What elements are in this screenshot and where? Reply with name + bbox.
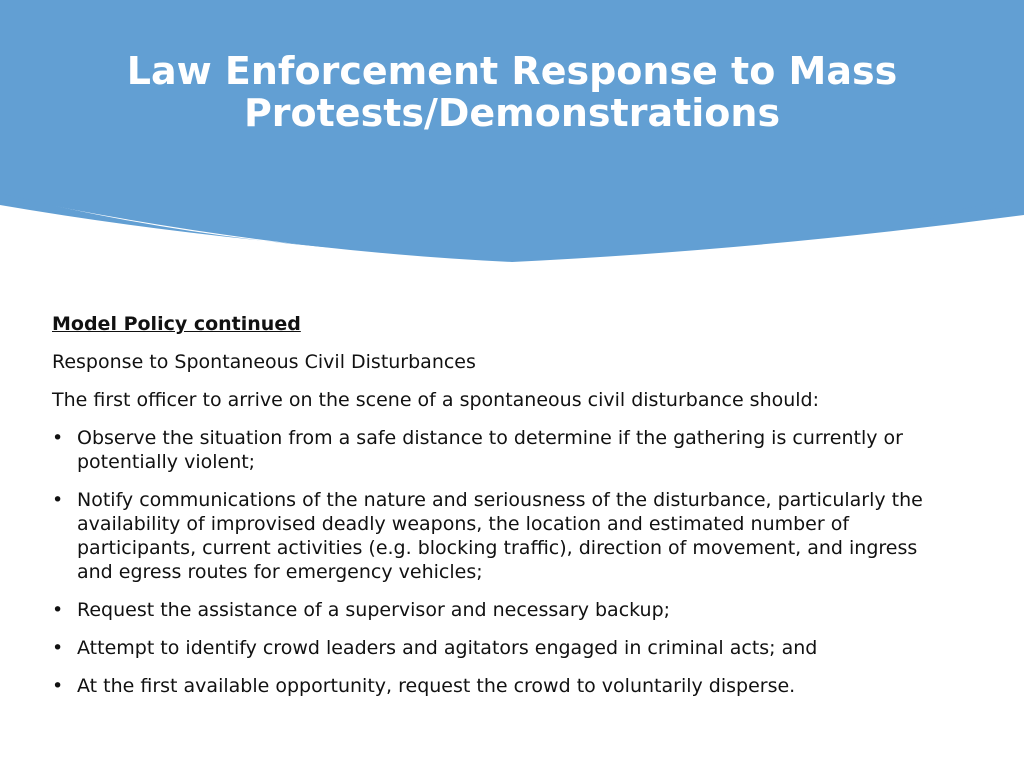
bullet-text: Attempt to identify crowd leaders and agitators engaged in criminal acts; and xyxy=(77,637,818,659)
bullet-icon: • xyxy=(52,637,64,659)
bullet-item xyxy=(52,426,952,474)
slide-title-line-2: Protests/Demonstrations xyxy=(243,91,781,135)
bullet-text: Notify communications of the nature and seriousness of the disturbance, particularly the availability of improvised deadly weapons, the location and estimated number of participants, current activities (e.g. blocking traffic), direction of movement, and ingress and egress routes for emergency vehicles; xyxy=(77,489,923,583)
bullet-item xyxy=(52,636,952,660)
bullet-item xyxy=(52,598,952,622)
slide-body xyxy=(52,312,952,712)
bullet-text: Observe the situation from a safe distance to determine if the gathering is currently or potentially violent; xyxy=(77,427,903,473)
bullet-icon: • xyxy=(52,599,64,621)
header-band xyxy=(0,0,1024,270)
bullet-item xyxy=(52,674,952,698)
bullet-text: Request the assistance of a supervisor and necessary backup; xyxy=(77,599,671,621)
slide-title xyxy=(40,50,984,134)
bullet-icon: • xyxy=(52,489,64,511)
subheading: Response to Spontaneous Civil Disturbances xyxy=(52,351,476,373)
bullet-list xyxy=(52,426,952,698)
slide-title-line-1: Law Enforcement Response to Mass xyxy=(126,49,898,93)
bullet-item xyxy=(52,488,952,584)
bullet-icon: • xyxy=(52,427,64,449)
bullet-icon: • xyxy=(52,675,64,697)
intro-paragraph: The first officer to arrive on the scene of a spontaneous civil disturbance should: xyxy=(52,389,820,411)
section-heading: Model Policy continued xyxy=(52,313,301,335)
bullet-text: At the first available opportunity, request the crowd to voluntarily disperse. xyxy=(77,675,796,697)
